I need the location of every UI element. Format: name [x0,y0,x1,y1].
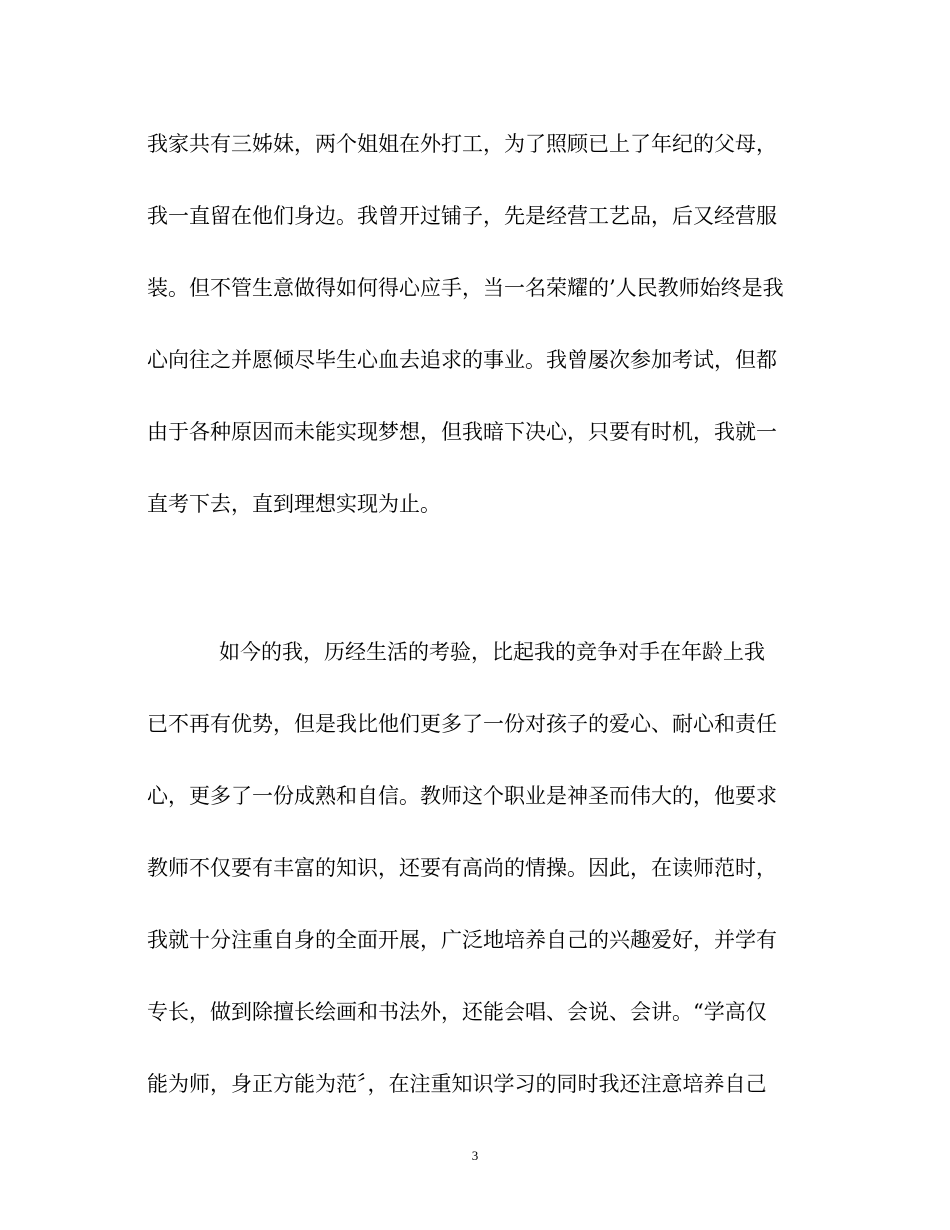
text-line: 教师不仅要有丰富的知识，还要有高尚的情操。因此，在读师范时， [147,856,777,880]
text-line: 我就十分注重自身的全面开展，广泛地培养自己的兴趣爱好，并学有 [147,928,777,952]
text-line: 我一直留在他们身边。我曾开过铺子，先是经营工艺品，后又经营服 [147,204,777,228]
text-line: 装。但不管生意做得如何得心应手，当一名荣耀的’人民教师始终是我 [147,276,784,300]
text-line: 专长，做到除擅长绘画和书法外，还能会唱、会说、会讲。“学高仅 [147,1000,767,1024]
text-line: 直考下去，直到理想实现为止。 [147,492,441,516]
text-line: 已不再有优势，但是我比他们更多了一份对孩子的爱心、耐心和责任 [147,712,777,736]
page-number: 3 [471,1148,479,1163]
text-line: 心向往之并愿倾尽毕生心血去追求的事业。我曾屡次参加考试，但都 [147,348,777,372]
text-line: 我家共有三姊妹，两个姐姐在外打工，为了照顾已上了年纪的父母， [147,132,777,156]
text-line: 如今的我，历经生活的考验，比起我的竞争对手在年龄上我 [219,640,765,664]
text-line: 能为师，身正方能为范〞，在注重知识学习的同时我还注意培养自己 [147,1072,767,1096]
text-line: 由于各种原因而未能实现梦想，但我暗下决心，只要有时机，我就一 [147,420,777,444]
text-line: 心，更多了一份成熟和自信。教师这个职业是神圣而伟大的，他要求 [147,784,777,808]
